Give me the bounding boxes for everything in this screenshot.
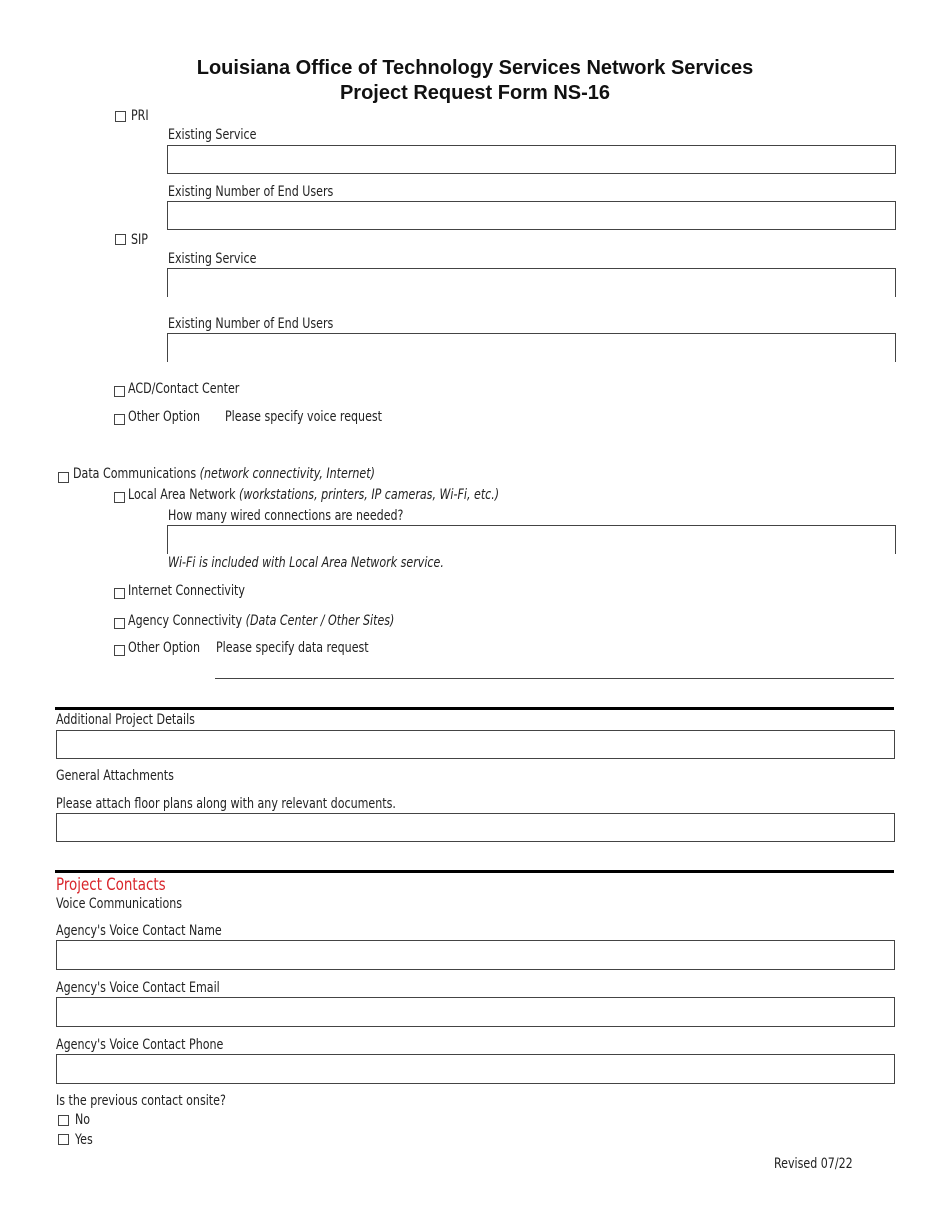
wired-connections-label: How many wired connections are needed? [168, 508, 404, 524]
additional-details-label: Additional Project Details [56, 712, 195, 728]
voice-other-hint: Please specify voice request [225, 409, 383, 425]
onsite-no-label: No [75, 1112, 91, 1128]
agency-checkbox[interactable] [114, 618, 125, 629]
pri-existing-users-label: Existing Number of End Users [168, 184, 334, 200]
voice-contact-phone-field[interactable] [56, 1054, 895, 1084]
data-comm-checkbox[interactable] [58, 472, 69, 483]
wired-connections-field[interactable] [167, 525, 896, 554]
section-divider [55, 707, 894, 710]
acd-checkbox[interactable] [114, 386, 125, 397]
acd-label: ACD/Contact Center [128, 381, 240, 397]
page-title: Louisiana Office of Technology Services Network Services [196, 57, 754, 79]
sip-existing-service-label: Existing Service [168, 251, 257, 267]
onsite-question: Is the previous contact onsite? [56, 1093, 226, 1109]
voice-other-checkbox[interactable] [114, 414, 125, 425]
voice-contact-email-label: Agency's Voice Contact Email [56, 980, 220, 996]
onsite-yes-checkbox[interactable] [58, 1134, 69, 1145]
internet-checkbox[interactable] [114, 588, 125, 599]
data-other-label: Other Option [128, 640, 200, 656]
form-subtitle: Project Request Form NS-16 [339, 82, 611, 104]
sip-label: SIP [131, 232, 148, 248]
lan-checkbox[interactable] [114, 492, 125, 503]
data-other-checkbox[interactable] [114, 645, 125, 656]
section-divider [55, 870, 894, 873]
attachments-hint: Please attach floor plans along with any relevant documents. [56, 796, 396, 812]
contacts-subheading: Voice Communications [56, 896, 183, 912]
pri-existing-service-label: Existing Service [168, 127, 257, 143]
data-comm-label: Data Communications (network connectivity, Internet) [73, 466, 375, 482]
revised-date: Revised 07/22 [774, 1156, 853, 1172]
sip-checkbox[interactable] [115, 234, 126, 245]
internet-label: Internet Connectivity [128, 583, 245, 599]
pri-existing-service-field[interactable] [167, 145, 896, 174]
onsite-yes-label: Yes [75, 1132, 93, 1148]
onsite-no-checkbox[interactable] [58, 1115, 69, 1126]
attachments-label: General Attachments [56, 768, 174, 784]
sip-existing-users-label: Existing Number of End Users [168, 316, 334, 332]
pri-checkbox[interactable] [115, 111, 126, 122]
data-other-input-line[interactable] [215, 678, 894, 679]
attachments-field[interactable] [56, 813, 895, 842]
voice-contact-phone-label: Agency's Voice Contact Phone [56, 1037, 224, 1053]
sip-existing-service-field[interactable] [167, 268, 896, 297]
pri-label: PRI [131, 108, 149, 124]
voice-contact-name-label: Agency's Voice Contact Name [56, 923, 222, 939]
additional-details-field[interactable] [56, 730, 895, 759]
sip-existing-users-field[interactable] [167, 333, 896, 362]
wifi-note: Wi-Fi is included with Local Area Network service. [168, 555, 444, 571]
lan-label: Local Area Network (workstations, printers, IP cameras, Wi-Fi, etc.) [128, 487, 500, 503]
voice-other-label: Other Option [128, 409, 200, 425]
contacts-heading: Project Contacts [56, 875, 166, 895]
agency-label: Agency Connectivity (Data Center / Other Sites) [128, 613, 395, 629]
voice-contact-name-field[interactable] [56, 940, 895, 970]
voice-contact-email-field[interactable] [56, 997, 895, 1027]
pri-existing-users-field[interactable] [167, 201, 896, 230]
data-other-hint: Please specify data request [216, 640, 369, 656]
